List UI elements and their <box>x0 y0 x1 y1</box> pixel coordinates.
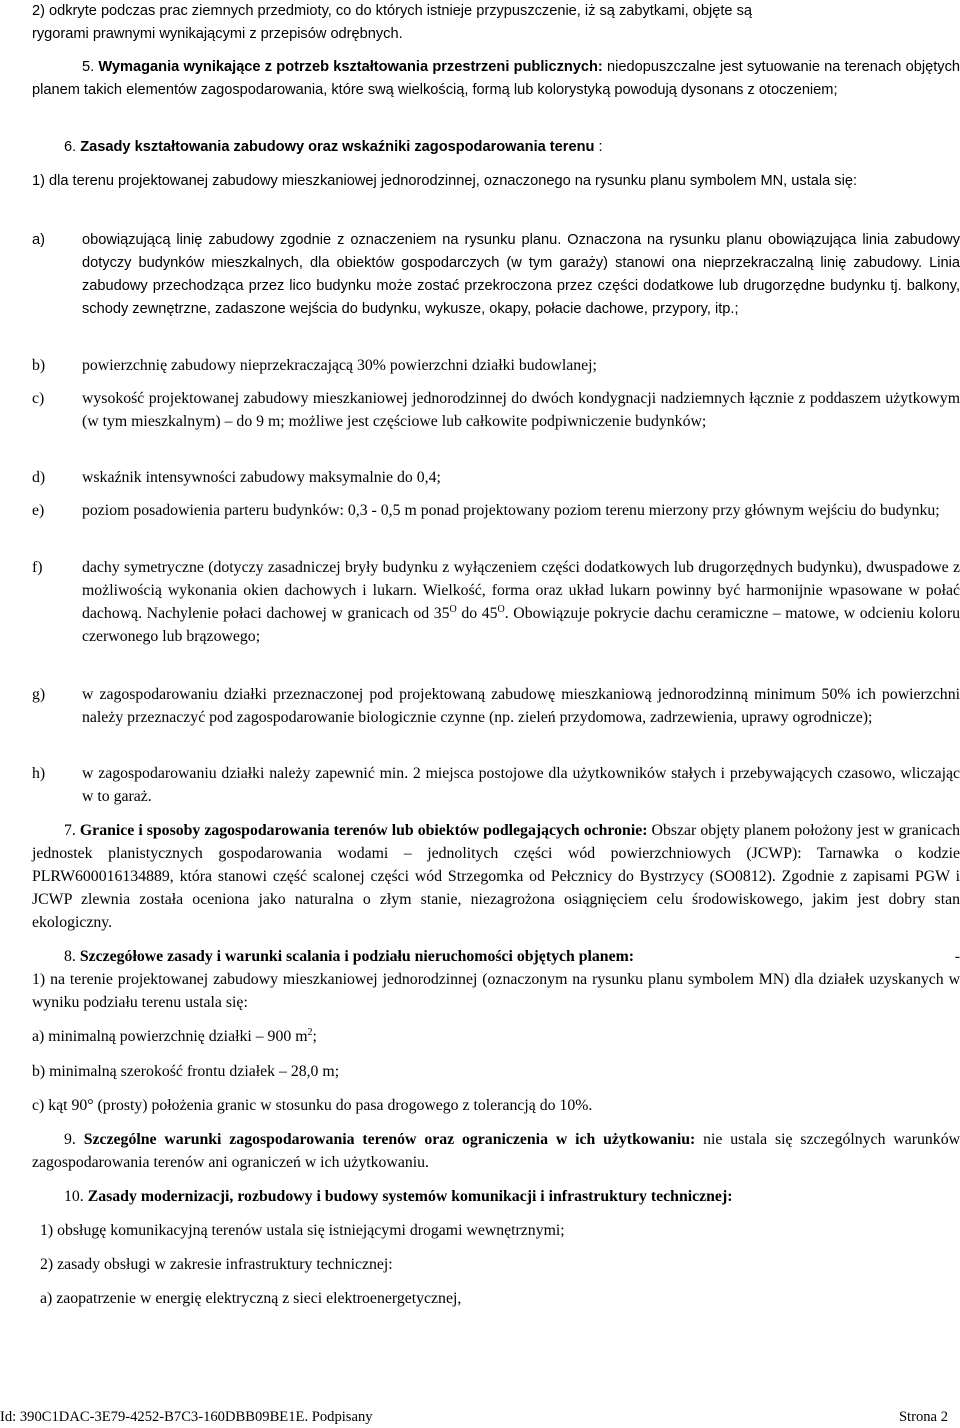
section-8-number: 8. <box>64 948 76 965</box>
section-8-item-a-end: ; <box>312 1028 317 1045</box>
section-9 <box>32 1128 960 1174</box>
section-5-text-start: niedopuszczalne jest <box>607 59 743 75</box>
section-8-item-a-text: a) minimalną powierzchnię działki – 900 m <box>32 1028 308 1045</box>
section-10-number: 10. <box>64 1188 84 1205</box>
item-h <box>32 762 960 808</box>
item-b <box>32 354 960 377</box>
page-number: Strona 2 <box>898 1409 948 1425</box>
section-6-item-1: 1) dla terenu projektowanej zabudowy mieszkaniowej jednorodzinnej, oznaczonego na rysunku planu symbolem MN, ustala się: <box>32 173 858 189</box>
section-5-number: 5. <box>82 59 95 75</box>
section-5-text-rest: sytuowanie na terenach objętych planem takich elementów zagospodarowania, które swą wielkością, formą lub kolorystyką powodują dysonans z otoczeniem; <box>32 59 960 98</box>
item-d <box>32 466 960 489</box>
section-5-heading: Wymagania wynikające z potrzeb kształtowania przestrzeni publicznych: <box>98 59 603 75</box>
section-10-item-2a: a) zaopatrzenie w energię elektryczną z sieci elektroenergetycznej, <box>40 1290 462 1307</box>
item-f-degree-1: O <box>449 604 457 615</box>
item-f-text-3: . Obowiązuje pokrycie dachu ceramiczne – matowe, w odcieniu koloru czerwonego lub brązowego; <box>82 605 960 645</box>
section-8-item-a <box>32 1025 960 1048</box>
item-d-text: wskaźnik intensywności zabudowy maksymalnie do 0,4; <box>82 469 441 486</box>
item-f-label: f) <box>32 559 43 576</box>
section-6-heading-line <box>32 136 960 159</box>
item-a-label: a) <box>32 232 45 248</box>
section-9-text: nie ustala się szczególnych warunków zagospodarowania terenów ani ograniczeń w ich użytkowaniu. <box>32 1131 960 1171</box>
item-d-label: d) <box>32 469 46 486</box>
item-2-line-1: 2) odkryte podczas prac ziemnych przedmioty, co do których istnieje przypuszczenie, iż są zabytkami, objęte są <box>32 3 753 19</box>
section-6-number: 6. <box>64 139 77 155</box>
item-f-text-1: dachy symetryczne (dotyczy zasadniczej bryły budynku z wyłączeniem części dodatkowych lub drugorzędnych budynku), dwuspadowe z możliwością wykonania okien dachowych i lukarn. Wielkość, forma oraz układ lukarn powinny być harmonijnie wpasowane w połać dachową. Nachylenie połaci dachowej w granicach od 35 <box>82 559 960 622</box>
item-c <box>32 387 960 433</box>
section-7-number: 7. <box>64 822 76 839</box>
item-g-label: g) <box>32 686 46 703</box>
document-id-signature: Id: 390C1DAC-3E79-4252-B7C3-160DBB09BE1E. Podpisany <box>0 1409 373 1425</box>
section-8-dash: - <box>954 948 960 965</box>
item-f <box>32 556 960 648</box>
section-8-item-b: b) minimalną szerokość frontu działek – 28,0 m; <box>32 1063 340 1080</box>
item-e-text: poziom posadowienia parteru budynków: 0,3 - 0,5 m ponad projektowany poziom terenu mierzony przy głównym wejściu do budynku; <box>82 502 940 519</box>
item-e-label: e) <box>32 502 45 519</box>
item-h-label: h) <box>32 765 46 782</box>
section-7-text: Obszar objęty planem położony jest w granicach jednostek planistycznych gospodarowania wodami – jednolitych części wód powierzchniowych (JCWP): Tarnawka o kodzie PLRW600016134889, która stanowi część scalonej części wód Strzegomka od Pełcznicy do Bystrzycy (SO0812). Zgodnie z zapisami PGW i JCWP zlewnia została oceniona jako naturalna o złym stanie, niezagrożona osiągnięciem celu środowiskowego, jakim jest dobry stan ekologiczny. <box>32 822 960 931</box>
section-8-heading: Szczegółowe zasady i warunki scalania i podziału nieruchomości objętych planem: <box>79 948 635 965</box>
item-2-line-2: rygorami prawnymi wynikającymi z przepisów odrębnych. <box>32 26 403 42</box>
item-a-text: obowiązującą linię zabudowy zgodnie z oznaczeniem na rysunku planu. Oznaczona na rysunku planu obowiązująca linia zabudowy dotyczy budynków mieszkalnych, dla obiektów gospodarczych (w tym garaży) stanowi ona nieprzekraczalną linię zabudowy. Linia zabudowy przechodząca przez lico budynku może zostać przekroczona przez części dodatkowe lub drugorzędne budynku tj. balkony, schody zewnętrzne, zadaszone wejścia do budynku, wykusze, okapy, połacie dachowe, przypory, itp.; <box>82 232 960 317</box>
section-8-item-1: 1) na terenie projektowanej zabudowy mieszkaniowej jednorodzinnej (oznaczonym na rysunku planu symbolem MN) dla działek uzyskanych w wyniku podziału terenu ustala się: <box>32 971 960 1011</box>
section-8-item-a-sup: 2 <box>307 1027 313 1038</box>
section-10-heading: Zasady modernizacji, rozbudowy i budowy systemów komunikacji i infrastruktury technicznej: <box>87 1188 733 1205</box>
item-c-text: wysokość projektowanej zabudowy mieszkaniowej jednorodzinnej do dwóch kondygnacji nadziemnych łącznie z poddaszem użytkowym (w tym mieszkalnym) – do 9 m; możliwe jest częściowe lub całkowite podpiwniczenie budynków; <box>82 390 960 430</box>
section-7-heading: Granice i sposoby zagospodarowania terenów lub obiektów podlegających ochronie: <box>79 822 648 839</box>
item-a <box>32 229 960 321</box>
item-g-text: w zagospodarowaniu działki przeznaczonej pod projektowaną zabudowę mieszkaniową jednorodzinną minimum 50% ich powierzchni należy przeznaczyć pod zagospodarowanie biologicznie czynne (np. zieleń przydomowa, zadrzewienia, uprawy ogrodnicze); <box>82 686 960 726</box>
item-b-text: powierzchnię zabudowy nieprzekraczającą 30% powierzchni działki budowlanej; <box>82 357 597 374</box>
item-c-label: c) <box>32 390 45 407</box>
section-10-item-1: 1) obsługę komunikacyjną terenów ustala się istniejącymi drogami wewnętrznymi; <box>40 1222 565 1239</box>
section-5 <box>32 56 960 102</box>
item-f-text-2: do 45 <box>456 605 498 622</box>
section-9-heading: Szczególne warunki zagospodarowania terenów oraz ograniczenia w ich użytkowaniu: <box>83 1131 696 1148</box>
section-7 <box>32 819 960 934</box>
item-h-text: w zagospodarowaniu działki należy zapewnić min. 2 miejsca postojowe dla użytkowników stałych i przebywających czasowo, wliczając w to garaż. <box>82 765 960 805</box>
item-e <box>32 499 960 522</box>
section-6-heading: Zasady kształtowania zabudowy oraz wskaźniki zagospodarowania terenu <box>80 139 595 155</box>
item-g <box>32 683 960 729</box>
section-9-number: 9. <box>64 1131 76 1148</box>
section-10-item-2: 2) zasady obsługi w zakresie infrastruktury technicznej: <box>40 1256 393 1273</box>
item-f-degree-2: O <box>497 604 505 615</box>
section-6-heading-colon: : <box>594 139 603 155</box>
item-b-label: b) <box>32 357 46 374</box>
section-8-heading-line <box>32 945 960 968</box>
section-8-item-c: c) kąt 90° (prosty) położenia granic w stosunku do pasa drogowego z tolerancją do 10%. <box>32 1097 593 1114</box>
section-10-heading-line <box>32 1185 960 1208</box>
